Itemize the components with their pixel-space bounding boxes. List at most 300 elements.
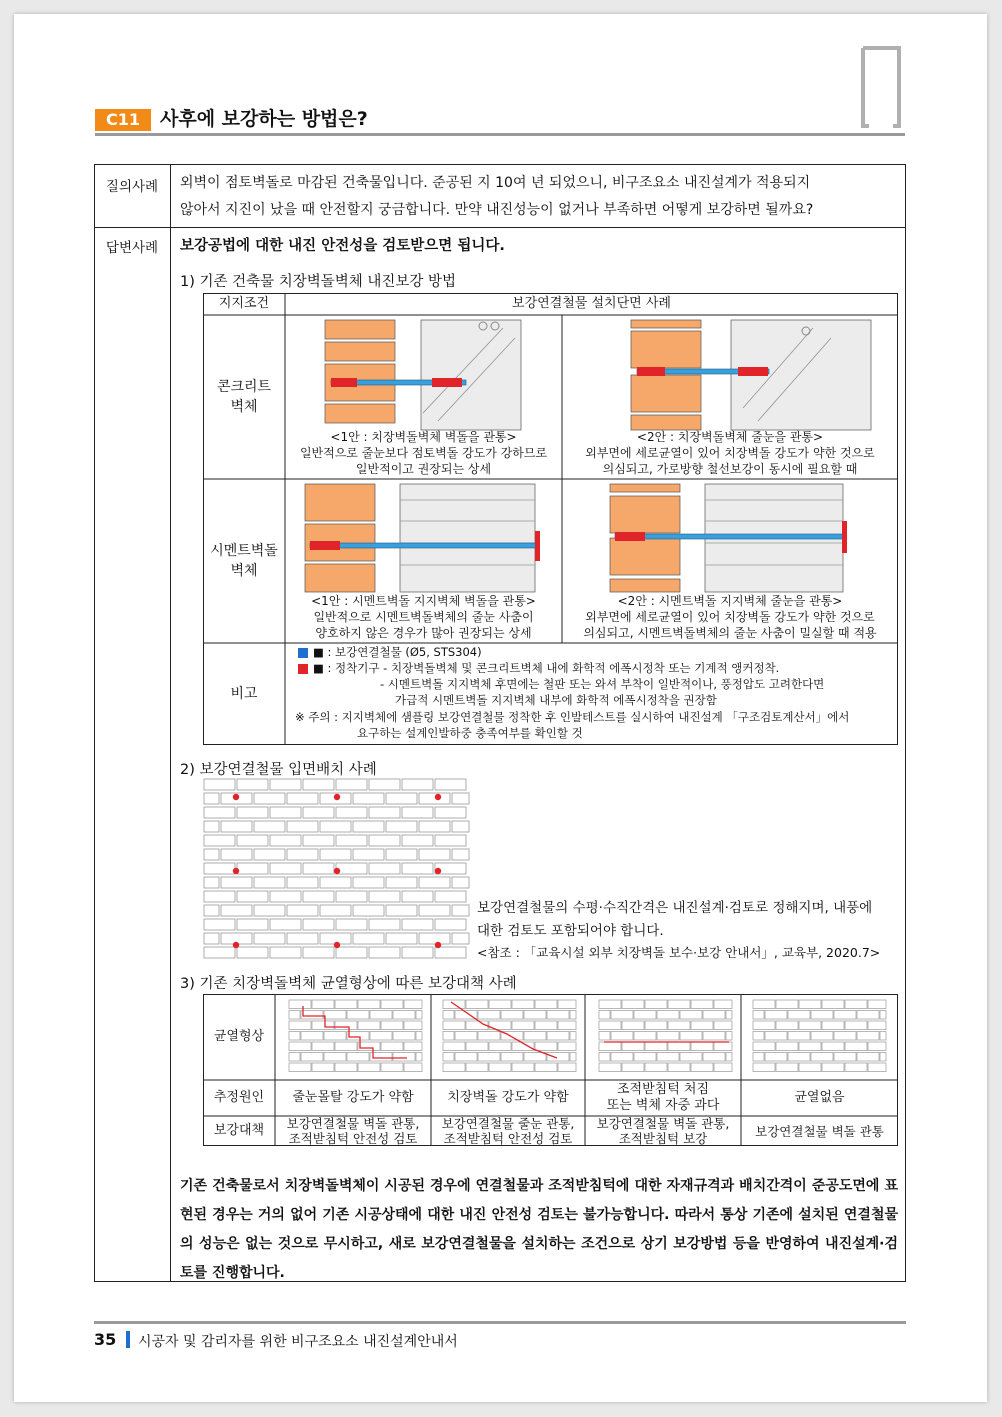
brick: [570, 1053, 576, 1062]
brick: [765, 1053, 787, 1062]
measure-4: 보강연결철물 벽돌 관통: [755, 1123, 884, 1139]
brick: [419, 933, 450, 944]
support-condition-header: 지지조건: [218, 296, 270, 311]
brick: [336, 779, 367, 790]
brick: [301, 1053, 323, 1062]
detail-cement-joint-through: [610, 484, 847, 592]
anchor-point: [334, 868, 340, 874]
brick: [714, 1021, 732, 1030]
brick: [599, 1011, 610, 1020]
brick: [765, 1011, 787, 1020]
brick: [204, 779, 235, 790]
brick: [335, 1021, 357, 1030]
brick: [404, 1042, 422, 1051]
brick: [303, 947, 334, 958]
brick: [680, 1032, 702, 1041]
brick: [237, 835, 268, 846]
row-remarks-label: 비고: [230, 685, 258, 702]
brick: [303, 807, 334, 818]
brick: [204, 835, 235, 846]
brick: [416, 1032, 422, 1041]
brick: [443, 1042, 465, 1051]
measure-2: 보강연결철물 줄눈 관통, 조적받침턱 안전성 검토: [441, 1116, 575, 1146]
brick: [336, 863, 367, 874]
brick: [799, 1063, 821, 1072]
brick: [645, 1021, 667, 1030]
brick: [289, 1021, 311, 1030]
brick: [270, 863, 301, 874]
brick: [868, 1000, 886, 1009]
brick: [369, 891, 400, 902]
brick: [301, 1011, 323, 1020]
anchor-legend-icon: [298, 664, 308, 674]
brick: [776, 1021, 798, 1030]
brick: [270, 779, 301, 790]
brick: [204, 821, 219, 832]
brick: [703, 1032, 725, 1041]
brick: [611, 1053, 633, 1062]
caption-r1c1: <1안 : 치장벽돌벽체 벽돌을 관통> 일반적으로 줄눈보다 점토벽돌 강도가 강하므로 일반적이고 권장되는 상세: [299, 430, 548, 476]
brick: [335, 1042, 357, 1051]
qa-row-divider: [94, 227, 906, 228]
brick: [301, 1032, 323, 1041]
brick: [452, 933, 469, 944]
brick: [703, 1053, 725, 1062]
brick: [402, 891, 433, 902]
conclusion-text: 기존 건축물로서 치장벽돌벽체이 시공된 경우에 연결철물과 조적받침턱에 대한 자재규격과 배치간격이 준공도면에 표현된 경우는 거의 없어 기존 시공상태에 대한 내진 안전성 검토는 불가능합니다. 따라서 통상 기존에 설치된 연결철물의 성능은 없는 것으로 무시하고, 새로 보강연결철물을 설치하는 조건으로 상기 보강방법 등을 반영하여 내진설계·검토를 진행합니다.: [180, 1178, 898, 1281]
crack-thumbnail-4: [753, 1000, 886, 1072]
brick: [834, 1032, 856, 1041]
detail-cement-brick-through: [305, 484, 540, 592]
brick: [369, 947, 400, 958]
brick: [868, 1063, 886, 1072]
note-anchor: ■ : 정착기구 - 치장벽돌벽체 및 콘크리트벽체 내에 화학적 에폭시정착 또는 기계적 앵커정착.: [313, 661, 780, 675]
brick: [478, 1032, 500, 1041]
brick: [347, 1011, 369, 1020]
brick: [857, 1053, 879, 1062]
anchor-point: [435, 942, 441, 948]
brick: [822, 1021, 844, 1030]
brick: [204, 863, 235, 874]
chapter-tag: C11: [95, 109, 151, 131]
section-2-description-1: 보강연결철물의 수평·수직간격은 내진설계·검토로 정해지며, 내풍에: [477, 900, 873, 916]
brick: [320, 905, 351, 916]
brick: [221, 877, 252, 888]
brick: [358, 1042, 380, 1051]
brick: [822, 1000, 844, 1009]
brick: [370, 1032, 392, 1041]
brick: [599, 1053, 610, 1062]
brick: [452, 877, 469, 888]
brick: [501, 1011, 523, 1020]
brick: [402, 863, 433, 874]
brick: [287, 821, 318, 832]
brick: [237, 863, 268, 874]
brick: [404, 1063, 422, 1072]
brick: [753, 1053, 764, 1062]
question-line-1: 외벽이 점토벽돌로 마감된 건축물입니다. 준공된 지 10여 년 되었으니, 비구조요소 내진설계가 적용되지: [180, 175, 811, 191]
brick: [478, 1011, 500, 1020]
brick: [381, 1021, 403, 1030]
corner-bracket-icon: [855, 46, 901, 128]
brick: [312, 1000, 334, 1009]
brick: [765, 1032, 787, 1041]
brick: [393, 1053, 415, 1062]
brick: [393, 1032, 415, 1041]
measure-label: 보강대책: [213, 1123, 265, 1138]
brick: [558, 1000, 576, 1009]
brick: [336, 919, 367, 930]
crack-shape-label: 균열형상: [213, 1029, 265, 1044]
brick: [657, 1011, 679, 1020]
brick: [335, 1063, 357, 1072]
brick: [811, 1011, 833, 1020]
crack-thumbnail-3: [599, 1000, 732, 1072]
row-concrete-wall-label: 콘크리트 벽체: [216, 379, 272, 415]
brick: [443, 1032, 454, 1041]
brick: [880, 1011, 886, 1020]
brick: [435, 891, 466, 902]
brick: [303, 863, 334, 874]
measure-1: 보강연결철물 벽돌 관통, 조적받침턱 안전성 검토: [286, 1116, 420, 1146]
brick: [489, 1063, 511, 1072]
brick: [237, 779, 268, 790]
brick: [287, 905, 318, 916]
brick: [204, 947, 235, 958]
brick: [657, 1032, 679, 1041]
brick: [270, 835, 301, 846]
brick: [466, 1042, 488, 1051]
row-cement-brick-wall-label: 시멘트벽돌 벽체: [210, 543, 278, 579]
brick: [776, 1000, 798, 1009]
brick: [753, 1000, 775, 1009]
brick: [726, 1011, 732, 1020]
header-divider: [95, 133, 905, 136]
crack-thumbnail-1: [289, 1000, 422, 1072]
rod-legend-icon: [298, 648, 308, 658]
brick: [811, 1032, 833, 1041]
brick: [788, 1011, 810, 1020]
elevation-layout-diagram: [203, 778, 471, 962]
cause-1: 줄눈몰탈 강도가 약함: [292, 1090, 414, 1105]
footer-accent-bar: [126, 1331, 130, 1348]
brick: [237, 947, 268, 958]
anchor-point: [233, 868, 239, 874]
brick: [353, 877, 384, 888]
brick: [857, 1011, 879, 1020]
brick: [455, 1032, 477, 1041]
brick: [512, 1063, 534, 1072]
brick: [880, 1053, 886, 1062]
brick: [353, 821, 384, 832]
brick: [237, 807, 268, 818]
brick: [221, 849, 252, 860]
brick: [512, 1021, 534, 1030]
cause-4: 균열없음: [794, 1090, 845, 1105]
brick: [599, 1032, 610, 1041]
brick: [416, 1053, 422, 1062]
brick: [370, 1011, 392, 1020]
brick: [358, 1021, 380, 1030]
brick: [435, 779, 466, 790]
brick: [204, 919, 235, 930]
brick: [501, 1053, 523, 1062]
brick: [312, 1042, 334, 1051]
brick: [270, 891, 301, 902]
installation-detail-header: 보강연결철물 설치단면 사례: [512, 296, 671, 311]
brick: [381, 1042, 403, 1051]
brick: [204, 807, 235, 818]
brick: [558, 1021, 576, 1030]
brick: [419, 793, 450, 804]
brick: [204, 891, 235, 902]
brick: [204, 933, 219, 944]
question-label: 질의사례: [105, 179, 159, 195]
brick: [386, 877, 417, 888]
brick: [611, 1032, 633, 1041]
brick: [254, 849, 285, 860]
brick: [880, 1032, 886, 1041]
brick: [369, 863, 400, 874]
brick: [680, 1053, 702, 1062]
brick: [289, 1000, 311, 1009]
brick: [657, 1053, 679, 1062]
brick: [622, 1042, 644, 1051]
brick: [386, 933, 417, 944]
brick: [443, 1011, 454, 1020]
brick: [622, 1063, 644, 1072]
cause-2: 치장벽돌 강도가 약함: [447, 1090, 569, 1105]
brick: [289, 1053, 300, 1062]
brick: [419, 905, 450, 916]
estimated-cause-label: 추정원인: [213, 1090, 265, 1105]
brick: [753, 1011, 764, 1020]
brick: [845, 1021, 867, 1030]
brick: [634, 1011, 656, 1020]
brick: [369, 807, 400, 818]
brick: [570, 1011, 576, 1020]
brick: [347, 1053, 369, 1062]
brick: [776, 1063, 798, 1072]
brick: [645, 1042, 667, 1051]
brick: [443, 1053, 454, 1062]
brick: [270, 919, 301, 930]
brick: [691, 1000, 713, 1009]
brick: [611, 1011, 633, 1020]
brick: [622, 1021, 644, 1030]
brick: [599, 1000, 621, 1009]
brick: [489, 1000, 511, 1009]
brick: [599, 1042, 621, 1051]
brick: [512, 1000, 534, 1009]
brick: [336, 835, 367, 846]
brick: [204, 793, 219, 804]
brick: [622, 1000, 644, 1009]
brick: [691, 1021, 713, 1030]
brick: [324, 1032, 346, 1041]
answer-headline: 보강공법에 대한 내진 안전성을 검토받으면 됩니다.: [180, 238, 505, 254]
brick: [788, 1032, 810, 1041]
brick: [237, 891, 268, 902]
section-2-reference: <참조 : 「교육시설 외부 치장벽돌 보수·보강 안내서」, 교육부, 2020.7>: [477, 945, 881, 960]
brick: [452, 793, 469, 804]
brick: [435, 835, 466, 846]
brick: [419, 821, 450, 832]
section-1-title: 1) 기존 건축물 치장벽돌벽체 내진보강 방법: [180, 274, 457, 290]
brick: [254, 821, 285, 832]
brick: [303, 891, 334, 902]
anchor-point: [435, 868, 441, 874]
brick: [668, 1063, 690, 1072]
brick: [402, 807, 433, 818]
cause-3: 조적받침턱 처짐 또는 벽체 자중 과다: [606, 1082, 720, 1113]
brick: [535, 1021, 557, 1030]
brick: [393, 1011, 415, 1020]
brick: [254, 793, 285, 804]
brick: [811, 1053, 833, 1062]
brick: [335, 1000, 357, 1009]
brick: [535, 1042, 557, 1051]
brick: [381, 1063, 403, 1072]
brick: [726, 1032, 732, 1041]
note-rod: ■ : 보강연결철물 (Ø5, STS304): [313, 645, 482, 659]
brick: [404, 1000, 422, 1009]
brick: [558, 1042, 576, 1051]
footer-divider: [94, 1321, 906, 1324]
brick: [358, 1063, 380, 1072]
anchor-point: [435, 794, 441, 800]
brick: [845, 1063, 867, 1072]
brick: [254, 877, 285, 888]
brick: [416, 1011, 422, 1020]
brick: [336, 891, 367, 902]
brick: [204, 905, 219, 916]
brick: [419, 849, 450, 860]
note-caution: ※ 주의 : 지지벽체에 샘플링 보강연결철물 정착한 후 인발테스트를 실시하여 내진설계 「구조검토계산서」에서: [295, 710, 850, 724]
brick: [478, 1053, 500, 1062]
caption-r2c2: <2안 : 시멘트벽돌 지지벽체 줄눈을 관통> 외부면에 세로균열이 있어 치장벽돌 강도가 약한 것으로 의심되고, 시멘트벽돌벽체의 줄눈 사춤이 밀실할 때 적용: [583, 594, 877, 640]
brick: [402, 919, 433, 930]
brick: [353, 905, 384, 916]
note-caution-sub: 요구하는 설계인발하중 충족여부를 확인할 것: [357, 726, 583, 740]
brick: [680, 1011, 702, 1020]
brick: [645, 1000, 667, 1009]
note-anchor-sub2: 가급적 시멘트벽돌 지지벽체 내부에 화학적 에폭시정착을 권장함: [395, 693, 717, 707]
brick: [547, 1032, 569, 1041]
brick: [524, 1032, 546, 1041]
measure-3: 보강연결철물 벽돌 관통, 조적받침턱 보강: [596, 1116, 730, 1146]
brick: [845, 1042, 867, 1051]
brick: [466, 1000, 488, 1009]
brick: [381, 1000, 403, 1009]
anchor-point: [233, 794, 239, 800]
brick: [324, 1011, 346, 1020]
brick: [402, 779, 433, 790]
brick: [443, 1021, 465, 1030]
brick: [443, 1063, 465, 1072]
brick: [535, 1000, 557, 1009]
brick: [834, 1053, 856, 1062]
brick: [558, 1063, 576, 1072]
brick: [799, 1021, 821, 1030]
brick: [668, 1042, 690, 1051]
brick: [312, 1063, 334, 1072]
brick: [303, 835, 334, 846]
brick: [714, 1063, 732, 1072]
brick: [204, 877, 219, 888]
brick: [452, 905, 469, 916]
brick: [353, 849, 384, 860]
brick: [868, 1021, 886, 1030]
brick: [634, 1053, 656, 1062]
brick: [868, 1042, 886, 1051]
brick: [753, 1063, 775, 1072]
brick: [303, 779, 334, 790]
brick: [753, 1042, 775, 1051]
brick: [547, 1053, 569, 1062]
brick: [547, 1011, 569, 1020]
anchor-point: [334, 794, 340, 800]
anchor-point: [334, 942, 340, 948]
section-2-title: 2) 보강연결철물 입면배치 사례: [180, 762, 377, 778]
brick: [822, 1042, 844, 1051]
brick: [353, 793, 384, 804]
label-column-divider: [170, 164, 171, 1282]
page-title: 사후에 보강하는 방법은?: [160, 108, 368, 130]
brick: [788, 1053, 810, 1062]
brick: [726, 1053, 732, 1062]
page-number: 35: [94, 1330, 117, 1349]
brick: [386, 821, 417, 832]
brick: [320, 821, 351, 832]
brick: [402, 947, 433, 958]
brick: [221, 821, 252, 832]
brick: [845, 1000, 867, 1009]
brick: [402, 835, 433, 846]
brick: [320, 849, 351, 860]
brick: [822, 1063, 844, 1072]
brick: [419, 877, 450, 888]
brick: [289, 1032, 300, 1041]
brick: [691, 1042, 713, 1051]
brick: [287, 849, 318, 860]
detail-concrete-brick-through: [325, 320, 521, 430]
brick: [254, 905, 285, 916]
brick: [668, 1000, 690, 1009]
brick: [452, 821, 469, 832]
brick: [599, 1021, 621, 1030]
brick: [435, 807, 466, 818]
brick: [834, 1011, 856, 1020]
brick: [776, 1042, 798, 1051]
brick: [691, 1063, 713, 1072]
brick: [336, 947, 367, 958]
caption-r2c1: <1안 : 시멘트벽돌 지지벽체 벽돌을 관통> 일반적으로 시멘트벽돌벽체의 줄눈 사춤이 양호하지 않은 경우가 많아 권장되는 상세: [311, 594, 536, 640]
brick: [289, 1042, 311, 1051]
brick: [435, 947, 466, 958]
brick: [369, 835, 400, 846]
question-line-2: 않아서 지진이 났을 때 안전할지 궁금합니다. 만약 내진성능이 없거나 부족하면 어떻게 보강하면 될까요?: [180, 202, 814, 218]
brick: [324, 1053, 346, 1062]
brick: [270, 807, 301, 818]
brick: [204, 849, 219, 860]
brick: [634, 1032, 656, 1041]
brick: [489, 1042, 511, 1051]
note-anchor-sub1: - 시멘트벽돌 지지벽체 후면에는 철판 또는 와셔 부착이 일반적이나, 풍정압도 고려한다면: [380, 677, 825, 691]
brick: [386, 793, 417, 804]
brick: [799, 1000, 821, 1009]
brick: [270, 947, 301, 958]
